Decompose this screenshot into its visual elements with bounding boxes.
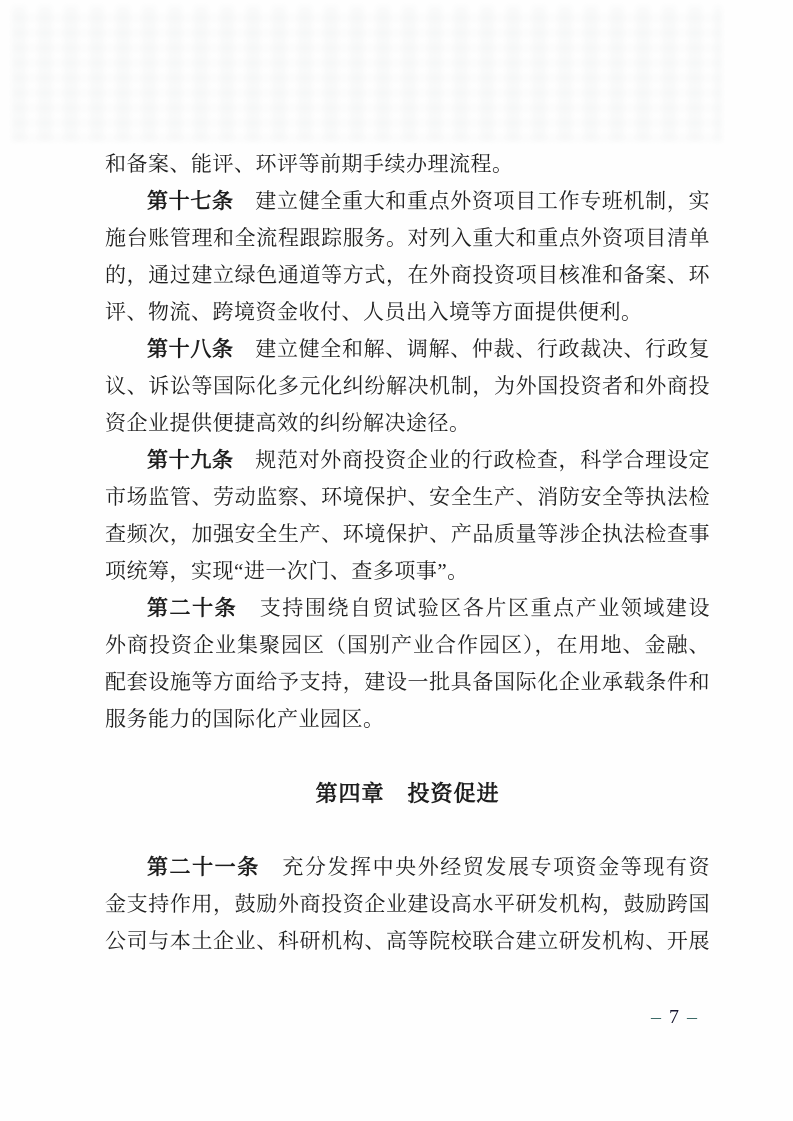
text-line: 第十九条 规范对外商投资企业的行政检查，科学合理设定 xyxy=(147,448,710,472)
text-line: 市场监管、劳动监察、环境保护、安全生产、消防安全等执法检 xyxy=(105,485,710,509)
text-line: 第二十一条 充分发挥中央外经贸发展专项资金等现有资 xyxy=(147,855,710,879)
article-number-label: 第十七条 xyxy=(147,190,234,213)
text-line: 资企业提供便捷高效的纠纷解决途径。 xyxy=(105,411,471,435)
text-line: 查频次，加强安全生产、环境保护、产品质量等涉企执法检查事 xyxy=(105,522,710,546)
chapter-heading: 第四章 投资促进 xyxy=(315,781,500,806)
scan-bleed-through-artifact xyxy=(12,6,722,141)
text-line: 项统筹，实现“进一次门、查多项事”。 xyxy=(105,559,469,583)
article-number-label: 第十九条 xyxy=(147,449,234,472)
text-line: 和备案、能评、环评等前期手续办理流程。 xyxy=(105,152,514,176)
document-body xyxy=(105,146,710,960)
text-line: 第十八条 建立健全和解、调解、仲裁、行政裁决、行政复 xyxy=(147,337,710,361)
page-number-dash-right: – xyxy=(687,1006,698,1028)
article-number-label: 第十八条 xyxy=(147,338,234,361)
text-line: 外商投资企业集聚园区（国别产业合作园区），在用地、金融、 xyxy=(105,633,710,657)
page-number-value: 7 xyxy=(669,1006,680,1028)
text-line: 评、物流、跨境资金收付、人员出入境等方面提供便利。 xyxy=(105,300,643,324)
text-line: 的，通过建立绿色通道等方式，在外商投资项目核准和备案、环 xyxy=(105,263,710,287)
page-number-dash-left: – xyxy=(651,1006,662,1028)
text-line: 金支持作用，鼓励外商投资企业建设高水平研发机构，鼓励跨国 xyxy=(105,892,710,916)
text-line: 第二十条 支持围绕自贸试验区各片区重点产业领域建设 xyxy=(147,596,710,620)
text-line: 服务能力的国际化产业园区。 xyxy=(105,707,385,731)
text-line: 议、诉讼等国际化多元化纠纷解决机制，为外国投资者和外商投 xyxy=(105,374,710,398)
text-line: 配套设施等方面给予支持，建设一批具备国际化企业承载条件和 xyxy=(105,670,710,694)
page-number xyxy=(644,1006,705,1029)
text-line: 第十七条 建立健全重大和重点外资项目工作专班机制，实 xyxy=(147,189,710,213)
text-line: 公司与本土企业、科研机构、高等院校联合建立研发机构、开展 xyxy=(105,929,710,953)
article-number-label: 第二十条 xyxy=(147,597,238,620)
text-line: 施台账管理和全流程跟踪服务。对列入重大和重点外资项目清单 xyxy=(105,226,710,250)
article-number-label: 第二十一条 xyxy=(147,856,260,879)
